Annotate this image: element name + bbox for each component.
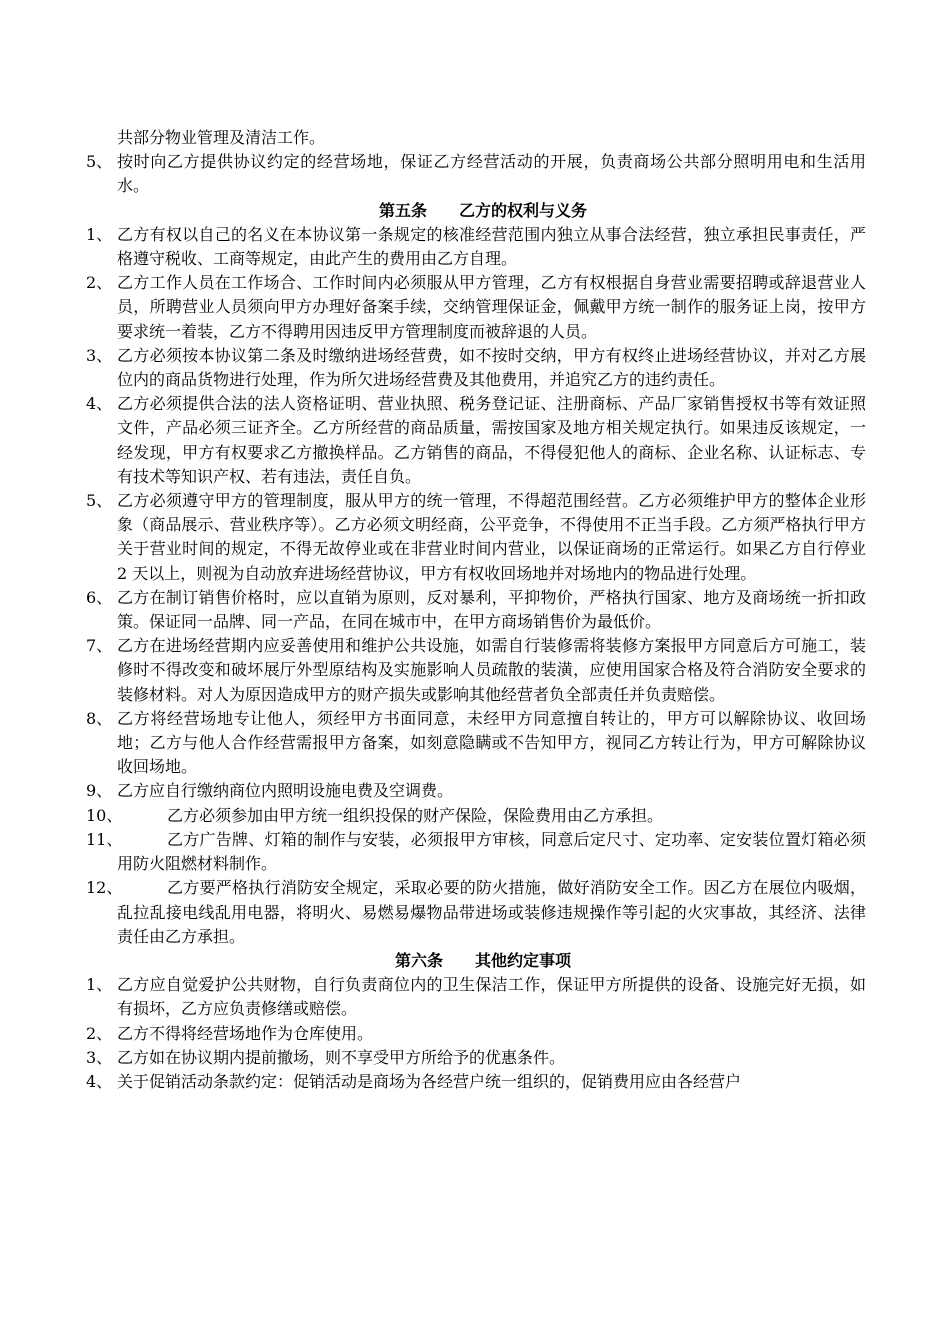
item-text: 乙方在进场经营期内应妥善使用和维护公共设施，如需自行装修需将装修方案报甲方同意后方可施工，装修时不得改变和破坏展厅外型原结构及实施影响人员疏散的装潢，应使用国家合格及符合消防安全要求的装修材料。对人为原因造成甲方的财产损失或影响其他经营者负全部责任并负责赔偿。 (117, 636, 866, 704)
article4-item-5 (86, 150, 866, 198)
item-number: 2、 (86, 273, 113, 293)
article5-item-6 (86, 586, 866, 634)
item-number: 10、 (86, 805, 123, 825)
item-number: 7、 (86, 636, 113, 656)
item-text: 乙方工作人员在工作场合、工作时间内必须服从甲方管理，乙方有权根据自身营业需要招聘或辞退营业人员，所聘营业人员须向甲方办理好备案手续，交纳管理保证金，佩戴甲方统一制作的服务证上岗，按甲方要求统一着装，乙方不得聘用因违反甲方管理制度而被辞退的人员。 (117, 273, 866, 341)
article6-item-4 (86, 1070, 866, 1094)
item-number: 11、 (86, 829, 123, 849)
item-number: 9、 (86, 781, 113, 801)
item-text: 乙方必须按本协议第二条及时缴纳进场经营费，如不按时交纳，甲方有权终止进场经营协议，并对乙方展位内的商品货物进行处理，作为所欠进场经营费及其他费用，并追究乙方的违约责任。 (117, 345, 866, 390)
article5-heading: 第五条 乙方的权利与义务 (378, 200, 587, 220)
item-text: 乙方要严格执行消防安全规定，采取必要的防火措施，做好消防安全工作。因乙方在展位内吸烟，乱拉乱接电线乱用电器，将明火、易燃易爆物品带进场或装修违规操作等引起的火灾事故，其经济、法律责任由乙方承担。 (117, 878, 866, 946)
item-text: 乙方必须参加由甲方统一组织投保的财产保险，保险费用由乙方承担。 (167, 805, 664, 825)
article5-item-3 (86, 344, 866, 392)
item-number: 8、 (86, 708, 113, 728)
item-text: 乙方将经营场地专让他人，须经甲方书面同意，未经甲方同意擅自转让的，甲方可以解除协议、收回场地；乙方与他人合作经营需报甲方备案，如刻意隐瞒或不告知甲方，视同乙方转让行为，甲方可解除协议收回场地。 (117, 708, 866, 777)
article5-item-9 (86, 779, 866, 803)
article6-item-2 (86, 1022, 866, 1046)
item-text: 乙方必须遵守甲方的管理制度，服从甲方的统一管理，不得超范围经营。乙方必须维护甲方的整体企业形象（商品展示、营业秩序等）。乙方必须文明经商，公平竞争，不得使用不正当手段。乙方须严格执行甲方关于营业时间的规定，不得无故停业或在非营业时间内营业，以保证商场的正常运行。如果乙方自行停业 2 天以上，则视为自动放弃进场经营协议，甲方有权收回场地并对场地内的物品进行处理。 (117, 491, 866, 583)
item-text: 按时向乙方提供协议约定的经营场地，保证乙方经营活动的开展，负责商场公共部分照明用电和生活用水。 (117, 152, 866, 196)
paragraph-continuation: 共部分物业管理及清洁工作。 (117, 128, 326, 147)
item-number: 5、 (86, 152, 113, 172)
article5-item-2 (86, 271, 866, 344)
item-text: 乙方在制订销售价格时，应以直销为原则，反对暴利，平抑物价，严格执行国家、地方及商场统一折扣政策。保证同一品牌、同一产品，在同在城市中，在甲方商场销售价为最低价。 (117, 587, 866, 632)
article5-item-12 (86, 876, 866, 949)
article5-item-8 (86, 707, 866, 780)
item-text: 关于促销活动条款约定：促销活动是商场为各经营户统一组织的，促销费用应由各经营户 (117, 1071, 742, 1091)
item-number: 5、 (86, 491, 113, 511)
item-text: 乙方有权以自己的名义在本协议第一条规定的核准经营范围内独立从事合法经营，独立承担民事责任，严格遵守税收、工商等规定，由此产生的费用由乙方自理。 (117, 224, 866, 269)
document-body (86, 126, 866, 1094)
item-number: 1、 (86, 975, 113, 995)
item-number: 6、 (86, 587, 113, 607)
item-text: 乙方必须提供合法的法人资格证明、营业执照、税务登记证、注册商标、产品厂家销售授权书等有效证照文件，产品必须三证齐全。乙方所经营的商品质量，需按国家及地方相关规定执行。如果违反该规定，一经发现，甲方有权要求乙方撤换样品。乙方销售的商品，不得侵犯他人的商标、企业名称、认证标志、专有技术等知识产权、若有违法，责任自负。 (117, 394, 866, 486)
item-text: 乙方广告牌、灯箱的制作与安装，必须报甲方审核，同意后定尺寸、定功率、定安装位置灯箱必须用防火阻燃材料制作。 (117, 829, 866, 874)
item-text: 乙方不得将经营场地作为仓库使用。 (117, 1023, 374, 1043)
article5-item-11 (86, 828, 866, 876)
item-number: 4、 (86, 1071, 113, 1091)
item-text: 乙方如在协议期内提前撤场，则不享受甲方所给予的优惠条件。 (117, 1047, 566, 1067)
item-text: 乙方应自觉爱护公共财物，自行负责商位内的卫生保洁工作，保证甲方所提供的设备、设施完好无损，如有损坏，乙方应负责修缮或赔偿。 (117, 975, 866, 1019)
article6-heading: 第六条 其他约定事项 (394, 950, 571, 970)
item-number: 3、 (86, 345, 113, 365)
item-text: 乙方应自行缴纳商位内照明设施电费及空调费。 (117, 781, 454, 801)
article6-item-1 (86, 973, 866, 1021)
item-number: 3、 (86, 1047, 113, 1067)
article5-item-1 (86, 223, 866, 271)
article5-item-4 (86, 392, 866, 489)
item-number: 4、 (86, 394, 113, 414)
article6-item-3 (86, 1046, 866, 1070)
article5-item-5 (86, 489, 866, 586)
article5-item-7 (86, 634, 866, 707)
article5-item-10 (86, 804, 866, 828)
item-number: 2、 (86, 1023, 113, 1043)
item-number: 1、 (86, 224, 113, 244)
item-number: 12、 (86, 878, 123, 898)
